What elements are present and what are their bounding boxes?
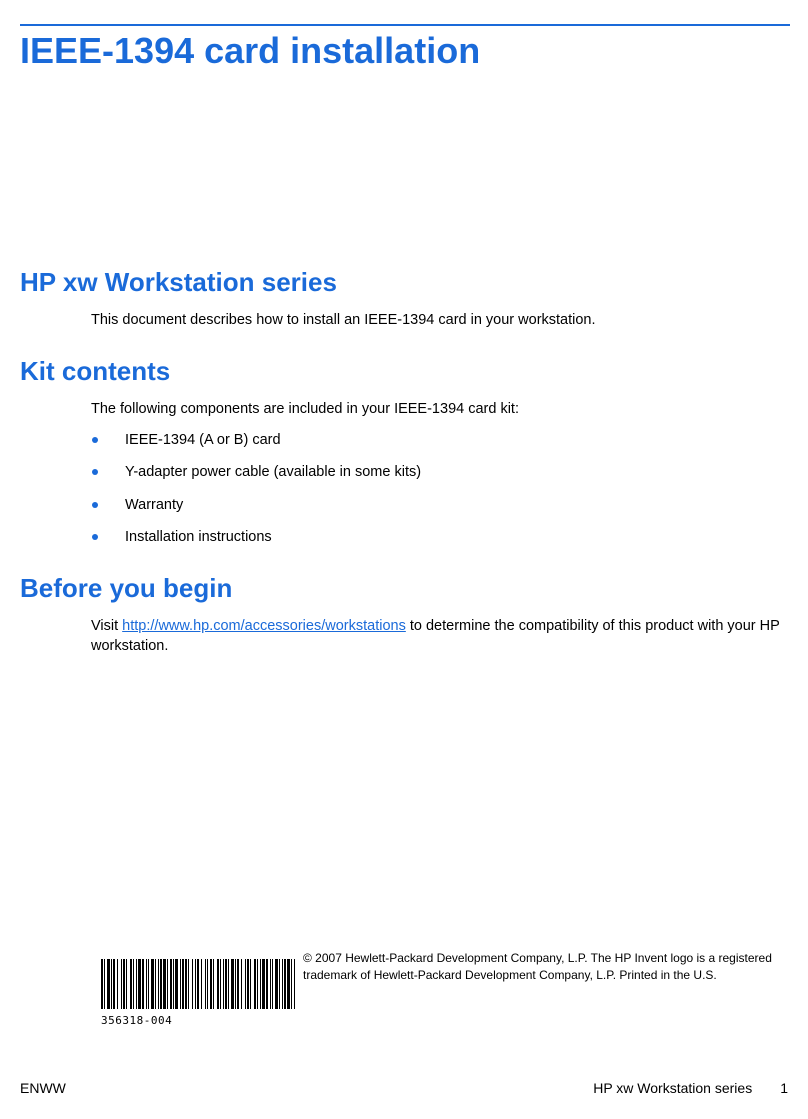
bullet-icon <box>92 469 98 475</box>
bullet-icon <box>92 437 98 443</box>
visit-rest: to determine the compatibility of this product with your HP workstation. <box>91 618 780 654</box>
list-item-text: IEEE-1394 (A or B) card <box>125 432 281 448</box>
page-number: 1 <box>780 1080 788 1096</box>
page-title: IEEE-1394 card installation <box>20 30 481 71</box>
barcode-number: 356318-004 <box>101 1014 173 1027</box>
list-item-text: Installation instructions <box>125 529 272 545</box>
workstation-description: This document describes how to install an IEEE-1394 card in your workstation. <box>91 312 596 328</box>
barcode <box>101 959 295 1009</box>
footer-series: HP xw Workstation series <box>593 1080 753 1096</box>
heading-kit-contents: Kit contents <box>20 356 171 386</box>
list-item-text: Warranty <box>125 497 184 513</box>
heading-before-you-begin: Before you begin <box>20 573 233 603</box>
heading-workstation-series: HP xw Workstation series <box>20 267 337 297</box>
bullet-icon <box>92 534 98 540</box>
bullet-icon <box>92 502 98 508</box>
list-item-text: Y-adapter power cable (available in some kits) <box>125 464 422 480</box>
visit-word: Visit <box>91 618 119 634</box>
title-rule <box>20 24 790 26</box>
visit-paragraph <box>91 616 791 656</box>
copyright-notice: © 2007 Hewlett-Packard Development Company, L.P. The HP Invent logo is a registered trademark of Hewlett-Packard Development Company, L.P. Printed in the U.S. <box>303 951 772 982</box>
kit-intro: The following components are included in your IEEE-1394 card kit: <box>91 401 519 417</box>
footer-right <box>593 1079 788 1097</box>
footer-locale: ENWW <box>20 1080 66 1096</box>
accessories-link[interactable]: http://www.hp.com/accessories/workstations <box>122 618 406 634</box>
